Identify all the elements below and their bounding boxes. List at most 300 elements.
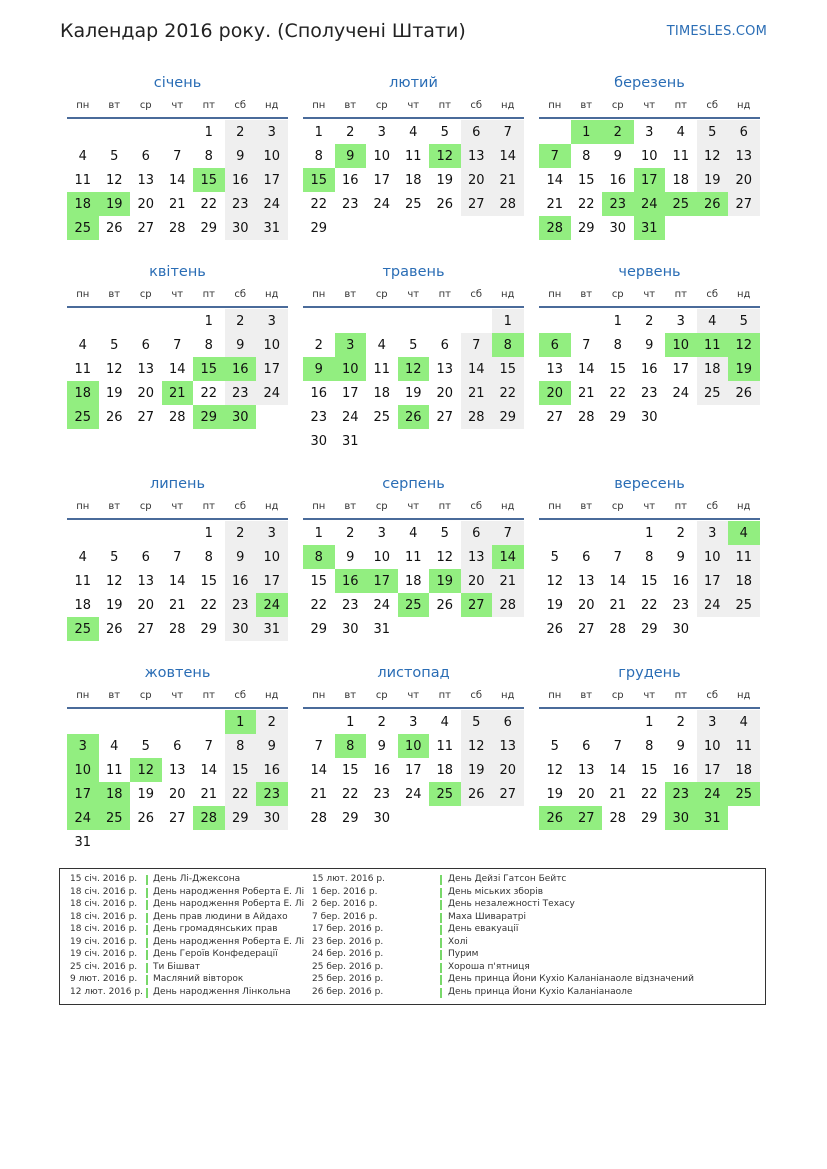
- day-cell[interactable]: 17: [672, 361, 690, 377]
- holiday-day-cell[interactable]: 25: [398, 593, 430, 617]
- day-cell[interactable]: 2: [346, 124, 355, 140]
- day-cell[interactable]: 23: [640, 385, 658, 401]
- day-cell[interactable]: 2: [256, 710, 288, 734]
- day-cell[interactable]: 5: [697, 120, 729, 144]
- holiday-day-cell[interactable]: 25: [728, 782, 760, 806]
- holiday-day-cell[interactable]: 12: [728, 333, 760, 357]
- day-cell[interactable]: 31: [373, 621, 391, 637]
- day-cell[interactable]: 28: [609, 810, 627, 826]
- day-cell[interactable]: 2: [314, 337, 323, 353]
- day-cell[interactable]: 5: [141, 738, 150, 754]
- day-cell[interactable]: 30: [256, 806, 288, 830]
- day-cell[interactable]: 14: [168, 172, 186, 188]
- day-cell[interactable]: 3: [676, 313, 685, 329]
- day-cell[interactable]: 1: [314, 124, 323, 140]
- day-cell[interactable]: 17: [697, 758, 729, 782]
- day-cell[interactable]: 7: [173, 549, 182, 565]
- day-cell[interactable]: 20: [461, 168, 493, 192]
- day-cell[interactable]: 14: [492, 144, 524, 168]
- day-cell[interactable]: 20: [492, 758, 524, 782]
- day-cell[interactable]: 30: [373, 810, 391, 826]
- day-cell[interactable]: 21: [200, 786, 218, 802]
- holiday-day-cell[interactable]: 16: [225, 357, 257, 381]
- day-cell[interactable]: 8: [314, 148, 323, 164]
- holiday-day-cell[interactable]: 11: [697, 333, 729, 357]
- day-cell[interactable]: 12: [697, 144, 729, 168]
- day-cell[interactable]: 8: [645, 549, 654, 565]
- day-cell[interactable]: 21: [492, 168, 524, 192]
- holiday-day-cell[interactable]: 1: [225, 710, 257, 734]
- day-cell[interactable]: 26: [105, 409, 123, 425]
- day-cell[interactable]: 29: [200, 621, 218, 637]
- day-cell[interactable]: 13: [137, 361, 155, 377]
- day-cell[interactable]: 6: [728, 120, 760, 144]
- holiday-day-cell[interactable]: 25: [67, 405, 99, 429]
- day-cell[interactable]: 4: [78, 337, 87, 353]
- day-cell[interactable]: 5: [550, 549, 559, 565]
- day-cell[interactable]: 8: [204, 549, 213, 565]
- day-cell[interactable]: 21: [609, 786, 627, 802]
- day-cell[interactable]: 18: [728, 569, 760, 593]
- day-cell[interactable]: 14: [609, 762, 627, 778]
- day-cell[interactable]: 23: [341, 597, 359, 613]
- holiday-day-cell[interactable]: 7: [539, 144, 571, 168]
- day-cell[interactable]: 21: [168, 196, 186, 212]
- holiday-day-cell[interactable]: 26: [539, 806, 571, 830]
- day-cell[interactable]: 22: [577, 196, 595, 212]
- day-cell[interactable]: 31: [256, 617, 288, 641]
- day-cell[interactable]: 20: [137, 597, 155, 613]
- day-cell[interactable]: 9: [377, 738, 386, 754]
- day-cell[interactable]: 22: [200, 385, 218, 401]
- day-cell[interactable]: 9: [256, 734, 288, 758]
- day-cell[interactable]: 15: [577, 172, 595, 188]
- day-cell[interactable]: 11: [74, 573, 92, 589]
- day-cell[interactable]: 3: [409, 714, 418, 730]
- day-cell[interactable]: 13: [546, 361, 564, 377]
- day-cell[interactable]: 28: [168, 409, 186, 425]
- day-cell[interactable]: 20: [728, 168, 760, 192]
- day-cell[interactable]: 13: [137, 573, 155, 589]
- day-cell[interactable]: 20: [168, 786, 186, 802]
- day-cell[interactable]: 6: [492, 710, 524, 734]
- holiday-day-cell[interactable]: 25: [665, 192, 697, 216]
- holiday-day-cell[interactable]: 18: [67, 381, 99, 405]
- day-cell[interactable]: 8: [613, 337, 622, 353]
- day-cell[interactable]: 7: [492, 120, 524, 144]
- day-cell[interactable]: 16: [672, 573, 690, 589]
- day-cell[interactable]: 10: [640, 148, 658, 164]
- day-cell[interactable]: 13: [577, 573, 595, 589]
- day-cell[interactable]: 11: [105, 762, 123, 778]
- day-cell[interactable]: 29: [577, 220, 595, 236]
- day-cell[interactable]: 28: [310, 810, 328, 826]
- holiday-day-cell[interactable]: 21: [162, 381, 194, 405]
- holiday-day-cell[interactable]: 19: [728, 357, 760, 381]
- day-cell[interactable]: 10: [373, 148, 391, 164]
- day-cell[interactable]: 3: [697, 521, 729, 545]
- holiday-day-cell[interactable]: 16: [335, 569, 367, 593]
- day-cell[interactable]: 16: [310, 385, 328, 401]
- day-cell[interactable]: 19: [461, 758, 493, 782]
- day-cell[interactable]: 11: [373, 361, 391, 377]
- holiday-day-cell[interactable]: 27: [571, 806, 603, 830]
- holiday-day-cell[interactable]: 29: [193, 405, 225, 429]
- day-cell[interactable]: 9: [676, 738, 685, 754]
- day-cell[interactable]: 22: [341, 786, 359, 802]
- brand-link[interactable]: TIMESLES.COM: [666, 24, 767, 39]
- day-cell[interactable]: 10: [256, 545, 288, 569]
- day-cell[interactable]: 3: [645, 124, 654, 140]
- day-cell[interactable]: 1: [346, 714, 355, 730]
- day-cell[interactable]: 29: [640, 810, 658, 826]
- day-cell[interactable]: 1: [204, 124, 213, 140]
- day-cell[interactable]: 4: [676, 124, 685, 140]
- day-cell[interactable]: 19: [105, 597, 123, 613]
- day-cell[interactable]: 9: [225, 333, 257, 357]
- day-cell[interactable]: 24: [373, 196, 391, 212]
- holiday-day-cell[interactable]: 28: [539, 216, 571, 240]
- day-cell[interactable]: 21: [546, 196, 564, 212]
- day-cell[interactable]: 25: [728, 593, 760, 617]
- day-cell[interactable]: 9: [645, 337, 654, 353]
- day-cell[interactable]: 12: [105, 573, 123, 589]
- day-cell[interactable]: 10: [697, 545, 729, 569]
- day-cell[interactable]: 14: [200, 762, 218, 778]
- day-cell[interactable]: 10: [697, 734, 729, 758]
- day-cell[interactable]: 18: [404, 172, 422, 188]
- holiday-day-cell[interactable]: 24: [256, 593, 288, 617]
- day-cell[interactable]: 15: [200, 573, 218, 589]
- holiday-day-cell[interactable]: 14: [492, 545, 524, 569]
- day-cell[interactable]: 26: [461, 782, 493, 806]
- day-cell[interactable]: 7: [314, 738, 323, 754]
- day-cell[interactable]: 12: [105, 172, 123, 188]
- day-cell[interactable]: 2: [377, 714, 386, 730]
- day-cell[interactable]: 28: [168, 220, 186, 236]
- day-cell[interactable]: 24: [341, 409, 359, 425]
- day-cell[interactable]: 29: [200, 220, 218, 236]
- holiday-day-cell[interactable]: 15: [303, 168, 335, 192]
- day-cell[interactable]: 3: [377, 124, 386, 140]
- day-cell[interactable]: 22: [225, 782, 257, 806]
- day-cell[interactable]: 27: [492, 782, 524, 806]
- day-cell[interactable]: 2: [346, 525, 355, 541]
- day-cell[interactable]: 6: [582, 549, 591, 565]
- day-cell[interactable]: 2: [225, 309, 257, 333]
- day-cell[interactable]: 31: [74, 834, 92, 850]
- day-cell[interactable]: 19: [697, 168, 729, 192]
- day-cell[interactable]: 11: [728, 734, 760, 758]
- day-cell[interactable]: 4: [728, 710, 760, 734]
- day-cell[interactable]: 24: [256, 192, 288, 216]
- day-cell[interactable]: 23: [341, 196, 359, 212]
- day-cell[interactable]: 12: [546, 573, 564, 589]
- holiday-day-cell[interactable]: 1: [571, 120, 603, 144]
- day-cell[interactable]: 20: [137, 196, 155, 212]
- holiday-day-cell[interactable]: 12: [130, 758, 162, 782]
- holiday-day-cell[interactable]: 30: [665, 806, 697, 830]
- day-cell[interactable]: 10: [373, 549, 391, 565]
- day-cell[interactable]: 6: [141, 337, 150, 353]
- day-cell[interactable]: 29: [341, 810, 359, 826]
- day-cell[interactable]: 2: [645, 313, 654, 329]
- day-cell[interactable]: 6: [173, 738, 182, 754]
- day-cell[interactable]: 2: [225, 120, 257, 144]
- day-cell[interactable]: 22: [200, 196, 218, 212]
- holiday-day-cell[interactable]: 15: [193, 357, 225, 381]
- day-cell[interactable]: 25: [697, 381, 729, 405]
- day-cell[interactable]: 22: [200, 597, 218, 613]
- day-cell[interactable]: 20: [436, 385, 454, 401]
- day-cell[interactable]: 8: [225, 734, 257, 758]
- day-cell[interactable]: 8: [582, 148, 591, 164]
- day-cell[interactable]: 29: [225, 806, 257, 830]
- holiday-day-cell[interactable]: 25: [67, 216, 99, 240]
- day-cell[interactable]: 16: [225, 569, 257, 593]
- holiday-day-cell[interactable]: 19: [99, 192, 131, 216]
- day-cell[interactable]: 10: [256, 144, 288, 168]
- day-cell[interactable]: 15: [640, 573, 658, 589]
- day-cell[interactable]: 17: [256, 357, 288, 381]
- day-cell[interactable]: 29: [310, 220, 328, 236]
- day-cell[interactable]: 24: [256, 381, 288, 405]
- day-cell[interactable]: 27: [728, 192, 760, 216]
- day-cell[interactable]: 1: [314, 525, 323, 541]
- holiday-day-cell[interactable]: 3: [335, 333, 367, 357]
- day-cell[interactable]: 27: [137, 621, 155, 637]
- day-cell[interactable]: 12: [461, 734, 493, 758]
- day-cell[interactable]: 14: [310, 762, 328, 778]
- day-cell[interactable]: 13: [461, 144, 493, 168]
- day-cell[interactable]: 4: [409, 525, 418, 541]
- day-cell[interactable]: 18: [728, 758, 760, 782]
- day-cell[interactable]: 30: [609, 220, 627, 236]
- day-cell[interactable]: 20: [577, 786, 595, 802]
- day-cell[interactable]: 3: [256, 521, 288, 545]
- day-cell[interactable]: 23: [672, 597, 690, 613]
- day-cell[interactable]: 26: [105, 621, 123, 637]
- day-cell[interactable]: 21: [577, 385, 595, 401]
- day-cell[interactable]: 24: [672, 385, 690, 401]
- day-cell[interactable]: 7: [173, 337, 182, 353]
- day-cell[interactable]: 19: [105, 385, 123, 401]
- day-cell[interactable]: 12: [436, 549, 454, 565]
- day-cell[interactable]: 13: [728, 144, 760, 168]
- day-cell[interactable]: 26: [546, 621, 564, 637]
- day-cell[interactable]: 22: [640, 597, 658, 613]
- day-cell[interactable]: 28: [609, 621, 627, 637]
- holiday-day-cell[interactable]: 18: [67, 192, 99, 216]
- holiday-day-cell[interactable]: 8: [303, 545, 335, 569]
- day-cell[interactable]: 19: [436, 172, 454, 188]
- day-cell[interactable]: 9: [613, 148, 622, 164]
- day-cell[interactable]: 18: [697, 357, 729, 381]
- day-cell[interactable]: 7: [492, 521, 524, 545]
- day-cell[interactable]: 28: [577, 409, 595, 425]
- day-cell[interactable]: 16: [373, 762, 391, 778]
- day-cell[interactable]: 14: [168, 361, 186, 377]
- day-cell[interactable]: 27: [137, 220, 155, 236]
- holiday-day-cell[interactable]: 18: [99, 782, 131, 806]
- day-cell[interactable]: 12: [546, 762, 564, 778]
- holiday-day-cell[interactable]: 30: [225, 405, 257, 429]
- day-cell[interactable]: 27: [546, 409, 564, 425]
- day-cell[interactable]: 7: [582, 337, 591, 353]
- day-cell[interactable]: 9: [676, 549, 685, 565]
- day-cell[interactable]: 18: [373, 385, 391, 401]
- day-cell[interactable]: 6: [461, 120, 493, 144]
- day-cell[interactable]: 27: [577, 621, 595, 637]
- day-cell[interactable]: 25: [404, 196, 422, 212]
- day-cell[interactable]: 29: [609, 409, 627, 425]
- day-cell[interactable]: 22: [640, 786, 658, 802]
- day-cell[interactable]: 3: [256, 120, 288, 144]
- day-cell[interactable]: 30: [225, 617, 257, 641]
- holiday-day-cell[interactable]: 24: [67, 806, 99, 830]
- day-cell[interactable]: 24: [404, 786, 422, 802]
- holiday-day-cell[interactable]: 23: [602, 192, 634, 216]
- day-cell[interactable]: 6: [461, 521, 493, 545]
- day-cell[interactable]: 29: [310, 621, 328, 637]
- day-cell[interactable]: 2: [225, 521, 257, 545]
- holiday-day-cell[interactable]: 10: [398, 734, 430, 758]
- day-cell[interactable]: 30: [672, 621, 690, 637]
- day-cell[interactable]: 21: [168, 597, 186, 613]
- day-cell[interactable]: 4: [377, 337, 386, 353]
- day-cell[interactable]: 23: [373, 786, 391, 802]
- day-cell[interactable]: 3: [697, 710, 729, 734]
- day-cell[interactable]: 11: [404, 549, 422, 565]
- day-cell[interactable]: 15: [609, 361, 627, 377]
- holiday-day-cell[interactable]: 25: [67, 617, 99, 641]
- day-cell[interactable]: 21: [492, 569, 524, 593]
- day-cell[interactable]: 11: [74, 172, 92, 188]
- holiday-day-cell[interactable]: 26: [697, 192, 729, 216]
- day-cell[interactable]: 4: [110, 738, 119, 754]
- day-cell[interactable]: 5: [728, 309, 760, 333]
- day-cell[interactable]: 16: [256, 758, 288, 782]
- holiday-day-cell[interactable]: 25: [429, 782, 461, 806]
- day-cell[interactable]: 9: [346, 549, 355, 565]
- day-cell[interactable]: 7: [613, 738, 622, 754]
- day-cell[interactable]: 20: [577, 597, 595, 613]
- holiday-day-cell[interactable]: 26: [398, 405, 430, 429]
- day-cell[interactable]: 6: [582, 738, 591, 754]
- day-cell[interactable]: 11: [404, 148, 422, 164]
- holiday-day-cell[interactable]: 17: [366, 569, 398, 593]
- holiday-day-cell[interactable]: 17: [634, 168, 666, 192]
- day-cell[interactable]: 5: [440, 124, 449, 140]
- day-cell[interactable]: 18: [404, 573, 422, 589]
- day-cell[interactable]: 1: [204, 313, 213, 329]
- day-cell[interactable]: 22: [492, 381, 524, 405]
- day-cell[interactable]: 26: [137, 810, 155, 826]
- day-cell[interactable]: 4: [78, 549, 87, 565]
- day-cell[interactable]: 5: [409, 337, 418, 353]
- day-cell[interactable]: 31: [341, 433, 359, 449]
- holiday-day-cell[interactable]: 2: [602, 120, 634, 144]
- day-cell[interactable]: 3: [256, 309, 288, 333]
- day-cell[interactable]: 12: [105, 361, 123, 377]
- holiday-day-cell[interactable]: 6: [539, 333, 571, 357]
- day-cell[interactable]: 29: [640, 621, 658, 637]
- day-cell[interactable]: 27: [168, 810, 186, 826]
- day-cell[interactable]: 19: [404, 385, 422, 401]
- day-cell[interactable]: 4: [78, 148, 87, 164]
- day-cell[interactable]: 1: [645, 714, 654, 730]
- day-cell[interactable]: 5: [110, 337, 119, 353]
- day-cell[interactable]: 8: [645, 738, 654, 754]
- day-cell[interactable]: 15: [310, 573, 328, 589]
- day-cell[interactable]: 18: [74, 597, 92, 613]
- holiday-day-cell[interactable]: 9: [303, 357, 335, 381]
- day-cell[interactable]: 17: [256, 569, 288, 593]
- day-cell[interactable]: 29: [492, 405, 524, 429]
- holiday-day-cell[interactable]: 31: [697, 806, 729, 830]
- day-cell[interactable]: 23: [225, 381, 257, 405]
- day-cell[interactable]: 14: [546, 172, 564, 188]
- holiday-day-cell[interactable]: 28: [193, 806, 225, 830]
- day-cell[interactable]: 1: [645, 525, 654, 541]
- day-cell[interactable]: 15: [492, 357, 524, 381]
- day-cell[interactable]: 27: [137, 409, 155, 425]
- day-cell[interactable]: 8: [204, 148, 213, 164]
- day-cell[interactable]: 23: [310, 409, 328, 425]
- day-cell[interactable]: 4: [409, 124, 418, 140]
- day-cell[interactable]: 14: [168, 573, 186, 589]
- holiday-day-cell[interactable]: 8: [335, 734, 367, 758]
- day-cell[interactable]: 7: [173, 148, 182, 164]
- day-cell[interactable]: 24: [373, 597, 391, 613]
- holiday-day-cell[interactable]: 17: [67, 782, 99, 806]
- day-cell[interactable]: 17: [373, 172, 391, 188]
- holiday-day-cell[interactable]: 10: [67, 758, 99, 782]
- day-cell[interactable]: 30: [640, 409, 658, 425]
- day-cell[interactable]: 13: [492, 734, 524, 758]
- day-cell[interactable]: 23: [225, 192, 257, 216]
- day-cell[interactable]: 27: [461, 192, 493, 216]
- day-cell[interactable]: 13: [436, 361, 454, 377]
- day-cell[interactable]: 26: [436, 196, 454, 212]
- day-cell[interactable]: 11: [74, 361, 92, 377]
- holiday-day-cell[interactable]: 3: [67, 734, 99, 758]
- holiday-day-cell[interactable]: 12: [398, 357, 430, 381]
- day-cell[interactable]: 21: [461, 381, 493, 405]
- day-cell[interactable]: 16: [225, 168, 257, 192]
- holiday-day-cell[interactable]: 27: [461, 593, 493, 617]
- day-cell[interactable]: 13: [168, 762, 186, 778]
- day-cell[interactable]: 22: [310, 597, 328, 613]
- day-cell[interactable]: 16: [609, 172, 627, 188]
- day-cell[interactable]: 1: [613, 313, 622, 329]
- holiday-day-cell[interactable]: 20: [539, 381, 571, 405]
- day-cell[interactable]: 28: [492, 192, 524, 216]
- holiday-day-cell[interactable]: 19: [429, 569, 461, 593]
- day-cell[interactable]: 27: [436, 409, 454, 425]
- day-cell[interactable]: 5: [110, 148, 119, 164]
- day-cell[interactable]: 17: [256, 168, 288, 192]
- day-cell[interactable]: 11: [672, 148, 690, 164]
- holiday-day-cell[interactable]: 8: [492, 333, 524, 357]
- holiday-day-cell[interactable]: 10: [665, 333, 697, 357]
- day-cell[interactable]: 7: [461, 333, 493, 357]
- day-cell[interactable]: 21: [609, 597, 627, 613]
- day-cell[interactable]: 24: [697, 593, 729, 617]
- day-cell[interactable]: 10: [256, 333, 288, 357]
- holiday-day-cell[interactable]: 12: [429, 144, 461, 168]
- holiday-day-cell[interactable]: 23: [665, 782, 697, 806]
